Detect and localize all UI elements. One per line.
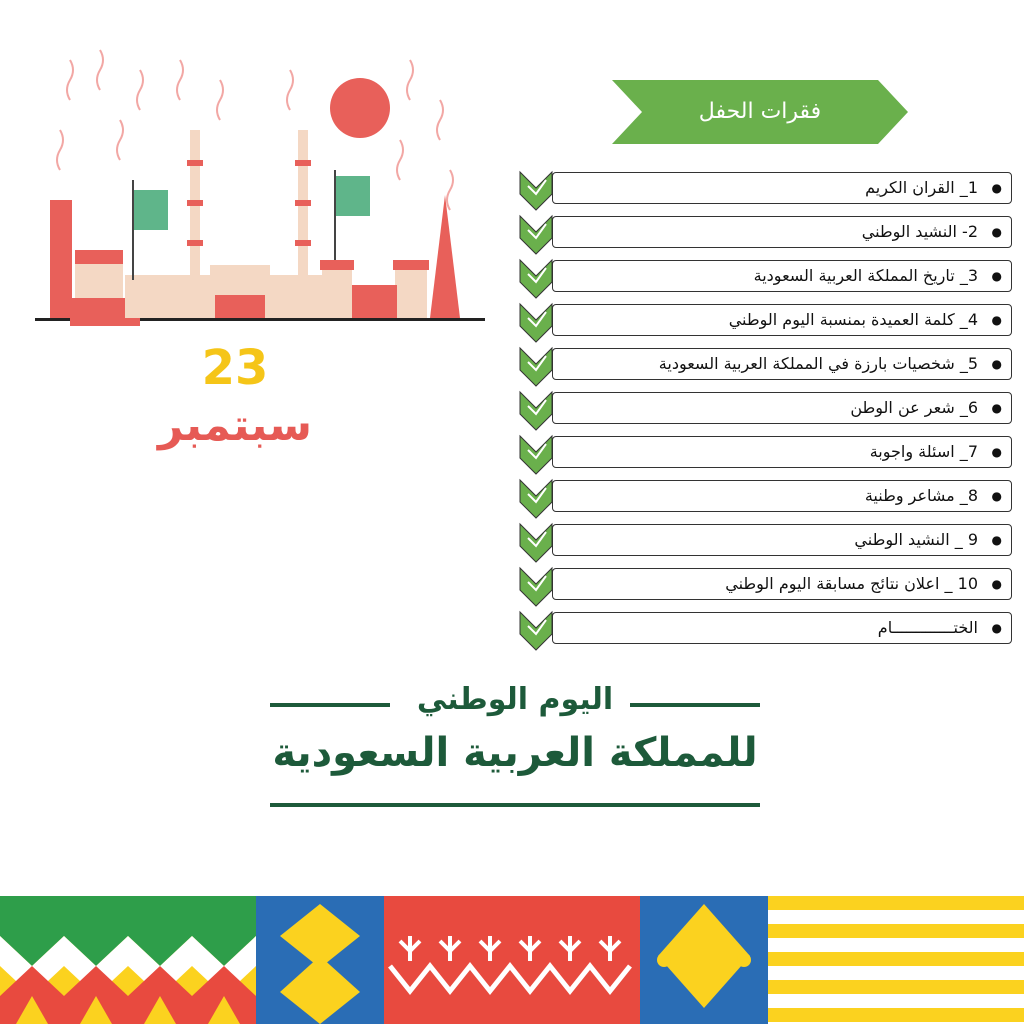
agenda-item xyxy=(518,168,1014,212)
agenda-item-label: 7_ اسئلة واجوبة xyxy=(869,442,978,461)
agenda-item-label: 10 _ اعلان نتائج مسابقة اليوم الوطني xyxy=(725,574,978,593)
agenda-item xyxy=(518,212,1014,256)
agenda-item xyxy=(518,344,1014,388)
agenda-item xyxy=(518,564,1014,608)
agenda-item-label: 3_ تاريخ المملكة العربية السعودية xyxy=(753,266,978,285)
bullet-icon: ● xyxy=(991,445,1002,459)
check-arrow-icon xyxy=(518,520,554,564)
check-arrow-icon xyxy=(518,476,554,520)
bullet-icon: ● xyxy=(991,401,1002,415)
check-arrow-icon xyxy=(518,344,554,388)
title-line-2: للمملكة العربية السعودية xyxy=(272,730,758,776)
check-arrow-icon xyxy=(518,212,554,256)
check-arrow-icon xyxy=(518,388,554,432)
date-day: 23 xyxy=(201,340,269,396)
agenda-item-label: 6_ شعر عن الوطن xyxy=(850,398,978,417)
sadu-pattern-band xyxy=(0,896,1024,1024)
check-arrow-icon xyxy=(518,256,554,300)
agenda-item xyxy=(518,476,1014,520)
agenda-item-label: 4_ كلمة العميدة بمنسبة اليوم الوطني xyxy=(728,310,978,329)
bullet-icon: ● xyxy=(991,313,1002,327)
agenda-item-label: الختـــــــــــــام xyxy=(877,618,978,637)
sadu-pattern xyxy=(0,896,1024,1024)
agenda-item-label: 2- النشيد الوطني xyxy=(861,222,978,241)
agenda-header xyxy=(612,80,908,144)
agenda-item xyxy=(518,432,1014,476)
check-arrow-icon xyxy=(518,300,554,344)
check-arrow-icon xyxy=(518,432,554,476)
check-arrow-icon xyxy=(518,608,554,652)
agenda-item xyxy=(518,608,1014,652)
bullet-icon: ● xyxy=(991,357,1002,371)
bullet-icon: ● xyxy=(991,181,1002,195)
agenda-item-label: 9 _ النشيد الوطني xyxy=(854,530,978,549)
agenda-item xyxy=(518,388,1014,432)
national-day-illustration xyxy=(30,40,490,340)
title-line-1: اليوم الوطني xyxy=(416,682,614,717)
agenda-title: فقرات الحفل xyxy=(698,99,822,124)
bullet-icon: ● xyxy=(991,269,1002,283)
bullet-icon: ● xyxy=(991,489,1002,503)
check-arrow-icon xyxy=(518,564,554,608)
national-day-title xyxy=(270,682,760,722)
bullet-icon: ● xyxy=(991,533,1002,547)
agenda-item xyxy=(518,300,1014,344)
agenda-item-label: 1_ القران الكريم xyxy=(865,178,978,197)
bullet-icon: ● xyxy=(991,621,1002,635)
agenda-item xyxy=(518,256,1014,300)
bullet-icon: ● xyxy=(991,577,1002,591)
bullet-icon: ● xyxy=(991,225,1002,239)
agenda-item-label: 5_ شخصيات بارزة في المملكة العربية السعودية xyxy=(658,354,978,373)
check-arrow-icon xyxy=(518,168,554,212)
agenda-item xyxy=(518,520,1014,564)
title-rule-bottom xyxy=(270,803,760,807)
date-month: سبتمبر xyxy=(157,400,313,451)
mosque-city-illustration xyxy=(30,40,490,340)
agenda-item-label: 8_ مشاعر وطنية xyxy=(864,486,978,505)
